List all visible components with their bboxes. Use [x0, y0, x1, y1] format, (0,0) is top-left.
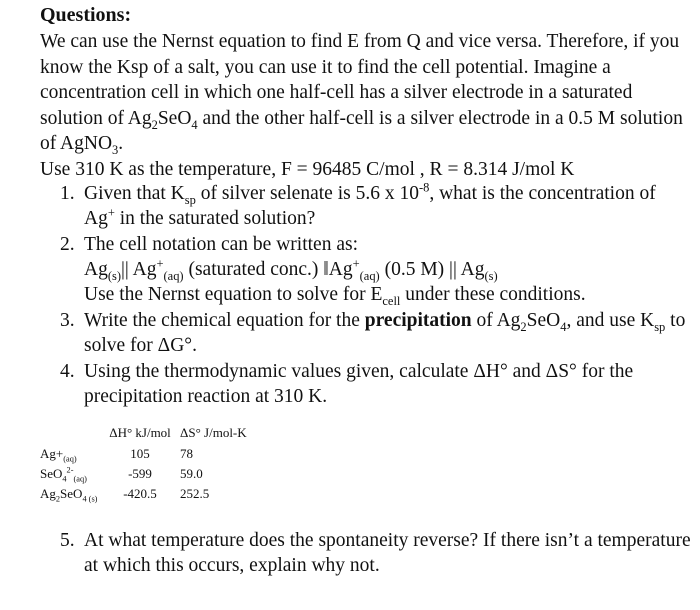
species-cell: SeO$_4^{2-}_{(aq)}$ [40, 465, 87, 484]
ds-cell: 78 [180, 446, 193, 461]
page-heading: Questions: [40, 4, 132, 26]
question-4: 4. Using the thermodynamic values given, calculate ΔH° and ΔS° for the precipitation reaction at 310 K. [60, 361, 634, 407]
question-3: 3. Write the chemical equation for the precipitation of $Ag_2SeO_4$, and use $K_{sp}$ to solve for ΔG°. [60, 310, 686, 356]
dh-cell: -599 [128, 466, 152, 481]
dh-cell: -420.5 [123, 486, 157, 501]
table-header-ds: ΔS° J/mol-K [180, 425, 247, 440]
ds-cell: 59.0 [180, 466, 203, 481]
dh-cell: 105 [130, 446, 150, 461]
intro-paragraph: We can use the Nernst equation to find E from Q and vice versa. Therefore, if you know the Ksp of a salt, you can use it to find the cell potential. Imagine a concentration cell in which one half-cell has a silver electrode in a saturated solution of $Ag_2SeO_4$ and the other half-cell is a silver electrode in a 0.5 M solution of AgNO$_3$. [40, 31, 683, 157]
species-cell: $Ag+_{(aq)}$ [40, 446, 77, 464]
question-number: 2. [60, 234, 75, 255]
question-number: 1. [60, 183, 75, 204]
question-5-text: At what temperature does the spontaneity reverse? If there isn’t a temperature at which this occurs, explain why not. [84, 530, 691, 576]
question-2-line1: The cell notation can be written as: [84, 234, 358, 255]
table-row [40, 444, 260, 464]
table-header-dh: ΔH° kJ/mol [109, 425, 171, 440]
table-header-empty [40, 422, 100, 444]
question-number: 4. [60, 361, 75, 382]
question-2 [60, 232, 690, 307]
question-number: 5. [60, 530, 75, 551]
table-row [40, 464, 260, 484]
question-list [60, 181, 690, 410]
cell-notation: $Ag_{(s)}||$ $Ag^+_{(aq)}$ (saturated conc.) $‖Ag^+_{(aq)}$ (0.5 M) || $Ag_{(s)}$ [84, 256, 498, 283]
constants-line: Use 310 K as the temperature, F = 96485 C/mol , R = 8.314 J/mol K [40, 158, 575, 180]
table-row [40, 484, 260, 504]
ds-cell: 252.5 [180, 486, 210, 501]
intro-text [40, 29, 690, 182]
question-number: 3. [60, 310, 75, 331]
question-5 [60, 528, 700, 578]
species-cell: $Ag_2SeO_{4 (s)}$ [40, 486, 98, 504]
question-2-line3: Use the Nernst equation to solve for $E_{cell}$ under these conditions. [84, 284, 586, 308]
question-1: 1. Given that $K_{sp}$ of silver selenate is 5.6 x $10^{-8}$, what is the concentration of Ag+ in the saturated solution? [60, 180, 656, 229]
thermo-table [40, 422, 260, 504]
